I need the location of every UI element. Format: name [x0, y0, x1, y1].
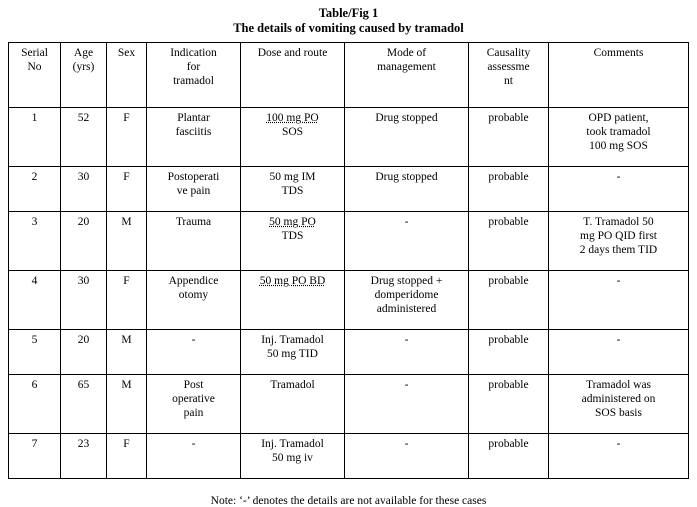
- header-line: Serial: [21, 47, 48, 59]
- cell-mode-of-management: [345, 330, 469, 375]
- cell-line: took tramadol: [586, 126, 651, 138]
- cell-comments: [549, 271, 689, 330]
- cell-age: 30: [61, 167, 107, 212]
- cell-line: mg PO QID first: [580, 230, 657, 242]
- header-line: Dose and route: [257, 47, 328, 59]
- cell-line: Post: [183, 379, 204, 391]
- cell-line: 100 mg PO: [266, 112, 319, 124]
- column-header-dose-and-route: [241, 43, 345, 108]
- header-line: Mode of: [386, 47, 427, 59]
- cell-causality: probable: [469, 167, 549, 212]
- cell-serial-no: 7: [9, 434, 61, 479]
- caption-line-2: The details of vomiting caused by tramadol: [233, 21, 464, 35]
- header-line: assessme: [487, 61, 530, 73]
- cell-sex: F: [107, 108, 147, 167]
- header-line: tramadol: [173, 75, 214, 87]
- cell-line: 50 mg iv: [272, 452, 313, 464]
- header-line: management: [377, 61, 436, 73]
- cell-line: Drug stopped +: [370, 275, 443, 287]
- header-line: for: [186, 61, 201, 73]
- cell-age: 20: [61, 330, 107, 375]
- cell-mode-of-management: [345, 108, 469, 167]
- cell-sex: F: [107, 434, 147, 479]
- cell-causality: probable: [469, 108, 549, 167]
- cell-mode-of-management: [345, 434, 469, 479]
- table-row: [9, 212, 689, 271]
- cell-indication: [147, 212, 241, 271]
- cell-line: Tramadol: [270, 379, 315, 391]
- cell-line: domperidome: [374, 289, 439, 301]
- cell-causality: probable: [469, 330, 549, 375]
- caption-line-1: Table/Fig 1: [318, 6, 379, 20]
- cell-comments: [549, 434, 689, 479]
- column-header-comments: [549, 43, 689, 108]
- cell-line: Postoperati: [167, 171, 220, 183]
- table-note: Note: ‘-’ denotes the details are not available for these cases: [210, 495, 487, 507]
- cell-comments: [549, 330, 689, 375]
- cell-line: -: [616, 275, 621, 287]
- cell-age: 30: [61, 271, 107, 330]
- cell-line: 100 mg SOS: [589, 140, 648, 152]
- header-line: Age: [73, 47, 94, 59]
- cell-comments: [549, 108, 689, 167]
- cell-line: -: [616, 438, 621, 450]
- cell-causality: probable: [469, 434, 549, 479]
- cell-serial-no: 1: [9, 108, 61, 167]
- cell-line: 50 mg TID: [267, 348, 318, 360]
- cell-mode-of-management: [345, 271, 469, 330]
- header-line: Causality: [486, 47, 531, 59]
- cell-age: 52: [61, 108, 107, 167]
- cell-causality: probable: [469, 375, 549, 434]
- cell-line: -: [616, 171, 621, 183]
- cell-causality: probable: [469, 212, 549, 271]
- cell-dose-and-route: [241, 330, 345, 375]
- header-line: nt: [504, 75, 513, 87]
- cell-indication: [147, 434, 241, 479]
- cell-line: Trauma: [175, 216, 212, 228]
- cell-line: -: [616, 334, 621, 346]
- cell-age: 23: [61, 434, 107, 479]
- cell-sex: F: [107, 271, 147, 330]
- column-header-mode-of-management: [345, 43, 469, 108]
- table-header-row-group: [9, 43, 689, 108]
- cell-line: -: [191, 334, 196, 346]
- table-row: [9, 167, 689, 212]
- cell-line: TDS: [281, 185, 304, 197]
- cell-causality: probable: [469, 271, 549, 330]
- cell-line: -: [404, 438, 409, 450]
- cell-dose-and-route: [241, 375, 345, 434]
- cell-line: operative: [172, 393, 215, 405]
- cell-dose-and-route: [241, 167, 345, 212]
- column-header-age: [61, 43, 107, 108]
- cell-serial-no: 2: [9, 167, 61, 212]
- column-header-serial-no: [9, 43, 61, 108]
- table-row: [9, 375, 689, 434]
- cell-dose-and-route: [241, 271, 345, 330]
- cell-line: -: [191, 438, 196, 450]
- cell-line: Plantar: [177, 112, 210, 124]
- cell-comments: [549, 212, 689, 271]
- cell-dose-and-route: [241, 212, 345, 271]
- column-header-indication: [147, 43, 241, 108]
- cell-line: 50 mg PO: [269, 216, 316, 228]
- header-line: No: [27, 61, 42, 73]
- cell-dose-and-route: [241, 108, 345, 167]
- cell-line: Drug stopped: [375, 171, 438, 183]
- cell-line: Inj. Tramadol: [261, 438, 324, 450]
- cell-comments: [549, 167, 689, 212]
- cell-comments: [549, 375, 689, 434]
- cell-line: 50 mg IM: [269, 171, 316, 183]
- cell-line: TDS: [281, 230, 304, 242]
- cell-line: administered: [376, 303, 437, 315]
- cell-indication: [147, 108, 241, 167]
- cell-mode-of-management: [345, 167, 469, 212]
- cell-sex: M: [107, 330, 147, 375]
- header-line: Indication: [170, 47, 217, 59]
- cell-age: 20: [61, 212, 107, 271]
- table-row: [9, 108, 689, 167]
- table-row: [9, 434, 689, 479]
- header-line: Sex: [117, 47, 136, 59]
- table-header-row: [9, 43, 689, 108]
- header-line: Comments: [593, 47, 644, 59]
- cell-line: OPD patient,: [588, 112, 649, 124]
- cell-sex: F: [107, 167, 147, 212]
- cell-line: otomy: [178, 289, 209, 301]
- cell-line: -: [404, 379, 409, 391]
- cell-serial-no: 4: [9, 271, 61, 330]
- cell-dose-and-route: [241, 434, 345, 479]
- cell-sex: M: [107, 212, 147, 271]
- column-header-causality-assessment: [469, 43, 549, 108]
- cell-line: Inj. Tramadol: [261, 334, 324, 346]
- table-body: [9, 108, 689, 479]
- cell-line: Tramadol was: [585, 379, 652, 391]
- cell-sex: M: [107, 375, 147, 434]
- cell-indication: [147, 330, 241, 375]
- cell-indication: [147, 375, 241, 434]
- cell-line: -: [404, 216, 409, 228]
- cell-mode-of-management: [345, 375, 469, 434]
- cell-serial-no: 3: [9, 212, 61, 271]
- cell-serial-no: 6: [9, 375, 61, 434]
- cell-line: SOS: [281, 126, 304, 138]
- cell-line: 2 days them TID: [579, 244, 658, 256]
- cell-line: 50 mg PO BD: [259, 275, 326, 287]
- cell-indication: [147, 167, 241, 212]
- table-row: [9, 330, 689, 375]
- header-line: (yrs): [72, 61, 95, 73]
- cell-serial-no: 5: [9, 330, 61, 375]
- cell-line: Drug stopped: [375, 112, 438, 124]
- cell-mode-of-management: [345, 212, 469, 271]
- cell-line: administered on: [581, 393, 656, 405]
- cell-line: ve pain: [176, 185, 211, 197]
- details-table: [8, 42, 689, 479]
- cell-line: SOS basis: [595, 407, 642, 419]
- cell-line: -: [404, 334, 409, 346]
- cell-line: pain: [183, 407, 204, 419]
- cell-line: fasciitis: [175, 126, 212, 138]
- cell-line: Appendice: [168, 275, 219, 287]
- cell-indication: [147, 271, 241, 330]
- cell-line: T. Tramadol 50: [583, 216, 654, 228]
- table-row: [9, 271, 689, 330]
- table-caption: [0, 0, 697, 36]
- cell-age: 65: [61, 375, 107, 434]
- column-header-sex: [107, 43, 147, 108]
